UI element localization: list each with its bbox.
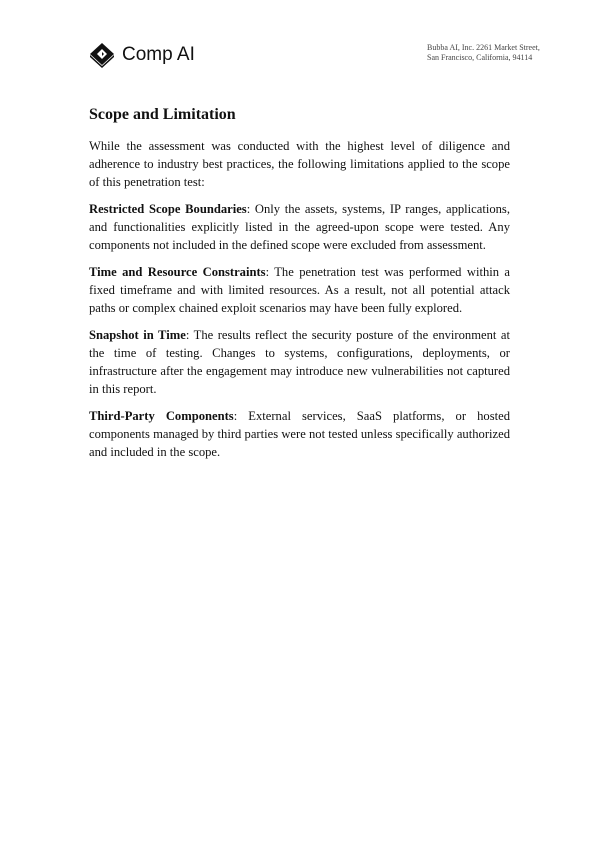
comp-ai-logo-icon [89, 42, 115, 68]
limitation-item: Third-Party Components: External services, SaaS platforms, or hosted components managed by third parties were not tested unless specifically authorized and included in the scope. [89, 409, 510, 459]
limitation-item: Snapshot in Time: The results reflect the security posture of the environment at the time of testing. Changes to systems, configurations, deployments, or infrastructure after the engagement may introduce new vulnerabilities not captured in this report. [89, 328, 511, 396]
limitation-item: Restricted Scope Boundaries: Only the assets, systems, IP ranges, applications, and functionalities explicitly listed in the agreed-upon scope were tested. Any components not included in the defined scope were excluded from assessment. [89, 202, 510, 252]
section-body [89, 137, 510, 470]
company-address: Bubba AI, Inc. 2261 Market Street, San Francisco, California, 94114 [427, 43, 540, 62]
logo [89, 42, 195, 68]
limitation-item: Time and Resource Constraints: The penetration test was performed within a fixed timeframe and with limited resources. As a result, not all potential attack paths or complex chained exploit scenarios may have been fully explored. [89, 265, 511, 315]
intro-paragraph: While the assessment was conducted with the highest level of diligence and adherence to industry best practices, the following limitations applied to the scope of this penetration test: [89, 139, 510, 189]
section-title: Scope and Limitation [89, 106, 236, 123]
logo-text: Comp AI [122, 44, 195, 65]
